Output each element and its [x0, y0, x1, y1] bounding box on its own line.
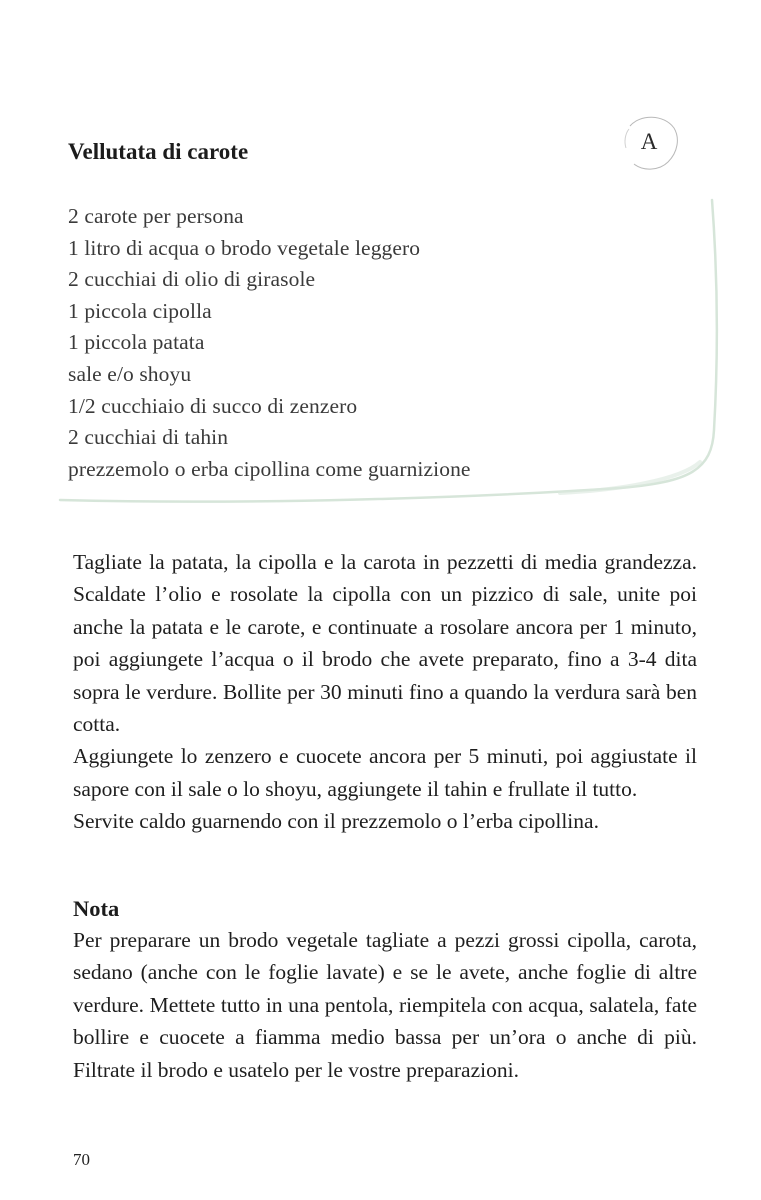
note-body: Per preparare un brodo vegetale tagliate a pezzi grossi cipolla, carota, sedano (anche con le foglie lavate) e se le avete, anche foglie di altre verdure. Mettete tutto in una pentola, riempitela con acqua, salatela, fate bollire e cuocete a fiamma medio bassa per un’ora o anche di più. Filtrate il brodo e usatelo per le vostre preparazioni.	[73, 928, 697, 1082]
method-paragraph: Servite caldo guarnendo con il prezzemolo o l’erba cipollina.	[73, 809, 599, 834]
method-paragraph: Tagliate la patata, la cipolla e la carota in pezzetti di media grandezza. Scaldate l’olio e rosolate la cipolla con un pizzico di sale, unite poi anche la patata e le carote, e continuate a rosolare ancora per 1 minuto, poi aggiungete l’acqua o il brodo che avete preparato, fino a 3-4 dita sopra le verdure. Bollite per 30 minuti fino a quando la verdura sarà ben cotta.	[73, 550, 697, 737]
method-section	[73, 546, 697, 838]
recipe-title: Vellutata di carote	[68, 139, 249, 164]
section-badge	[620, 112, 682, 174]
ingredient-item: 1/2 cucchiaio di succo di zenzero	[68, 393, 358, 418]
method-paragraph: Aggiungete lo zenzero e cuocete ancora per 5 minuti, poi aggiustate il sapore con il sale o lo shoyu, aggiungete il tahin e frullate il tutto.	[73, 744, 697, 801]
ingredient-item: 1 piccola cipolla	[68, 298, 212, 323]
note-title: Nota	[73, 896, 120, 921]
ingredient-item: 1 litro di acqua o brodo vegetale leggero	[68, 235, 421, 260]
ingredient-item: 1 piccola patata	[68, 330, 205, 355]
ingredient-item: 2 cucchiai di tahin	[68, 425, 229, 450]
ingredient-item: sale e/o shoyu	[68, 361, 192, 386]
ingredient-item: prezzemolo o erba cipollina come guarnizione	[68, 456, 471, 481]
ingredient-item: 2 cucchiai di olio di girasole	[68, 267, 316, 292]
badge-letter: A	[640, 129, 658, 154]
page-number: 70	[73, 1150, 90, 1169]
ingredients-list	[68, 201, 471, 485]
ingredient-item: 2 carote per persona	[68, 204, 244, 228]
